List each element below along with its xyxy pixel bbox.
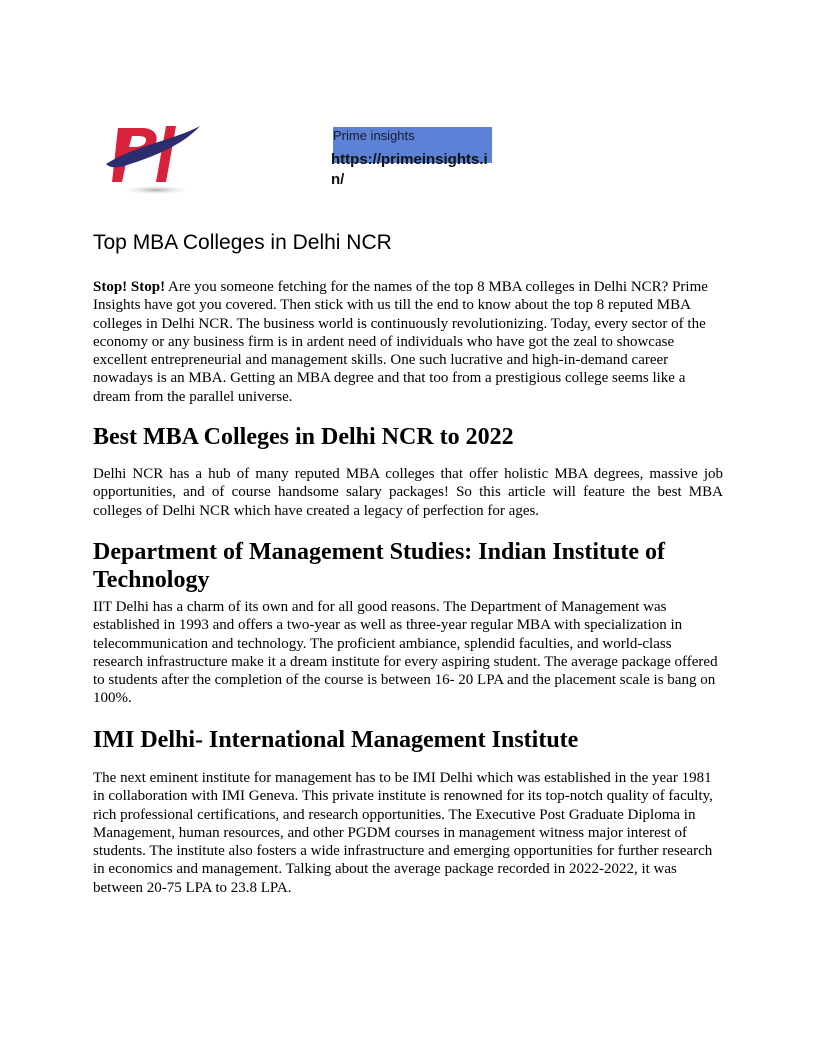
intro-text: Are you someone fetching for the names of the top 8 MBA colleges in Delhi NCR? Prime Insights have got you covered. Then stick with us till the end to know about the top 8 reputed MBA colleges in Delhi NCR. The business world is continuously revolutionizing. Today, every sector of the economy or any business firm is in ardent need of individuals who have got the zeal to showcase excellent entrepreneurial and management skills. One such lucrative and high-in-demand career nowadays is an MBA. Getting an MBA degree and that too from a prestigious college seems like a dream from the parallel universe. xyxy=(93,279,708,405)
prime-insights-logo xyxy=(104,116,204,198)
section-body: Delhi NCR has a hub of many reputed MBA colleges that offer holistic MBA degrees, massive job opportunities, and of course handsome salary packages! So this article will feature the best MBA colleges of Delhi NCR which have created a legacy of perfection for ages. xyxy=(93,466,723,519)
intro-paragraph xyxy=(93,278,723,406)
site-name: Prime insights xyxy=(333,128,415,143)
section-heading: Department of Management Studies: Indian Institute of Technology xyxy=(93,539,665,593)
site-url-link[interactable]: https://primeinsights.in/ xyxy=(331,151,488,188)
page-title: Top MBA Colleges in Delhi NCR xyxy=(93,231,392,254)
section-heading: IMI Delhi- International Management Institute xyxy=(93,727,579,753)
section-body: The next eminent institute for management has to be IMI Delhi which was established in the year 1981 in collaboration with IMI Geneva. This private institute is renowned for its top-notch quality of faculty, rich professional certifications, and research opportunities. The Executive Post Graduate Diploma in Management, human resources, and other PGDM courses in management witness major interest of students. The institute also fosters a wide infrastructure and emerging opportunities for further research in economics and management. Talking about the average package recorded in 2022-2022, it was between 20-75 LPA to 23.8 LPA. xyxy=(93,770,713,896)
section-heading: Best MBA Colleges in Delhi NCR to 2022 xyxy=(93,424,514,450)
section-body: IIT Delhi has a charm of its own and for all good reasons. The Department of Management was established in 1993 and offers a two-year as well as three-year regular MBA with specialization in telecommunication and technology. The proficient ambiance, splendid faculties, and world-class research infrastructure make it a dream institute for every aspiring student. The average package offered to students after the completion of the course is between 16- 20 LPA and the placement scale is bang on 100%. xyxy=(93,599,718,707)
intro-lead: Stop! Stop! xyxy=(93,279,166,295)
